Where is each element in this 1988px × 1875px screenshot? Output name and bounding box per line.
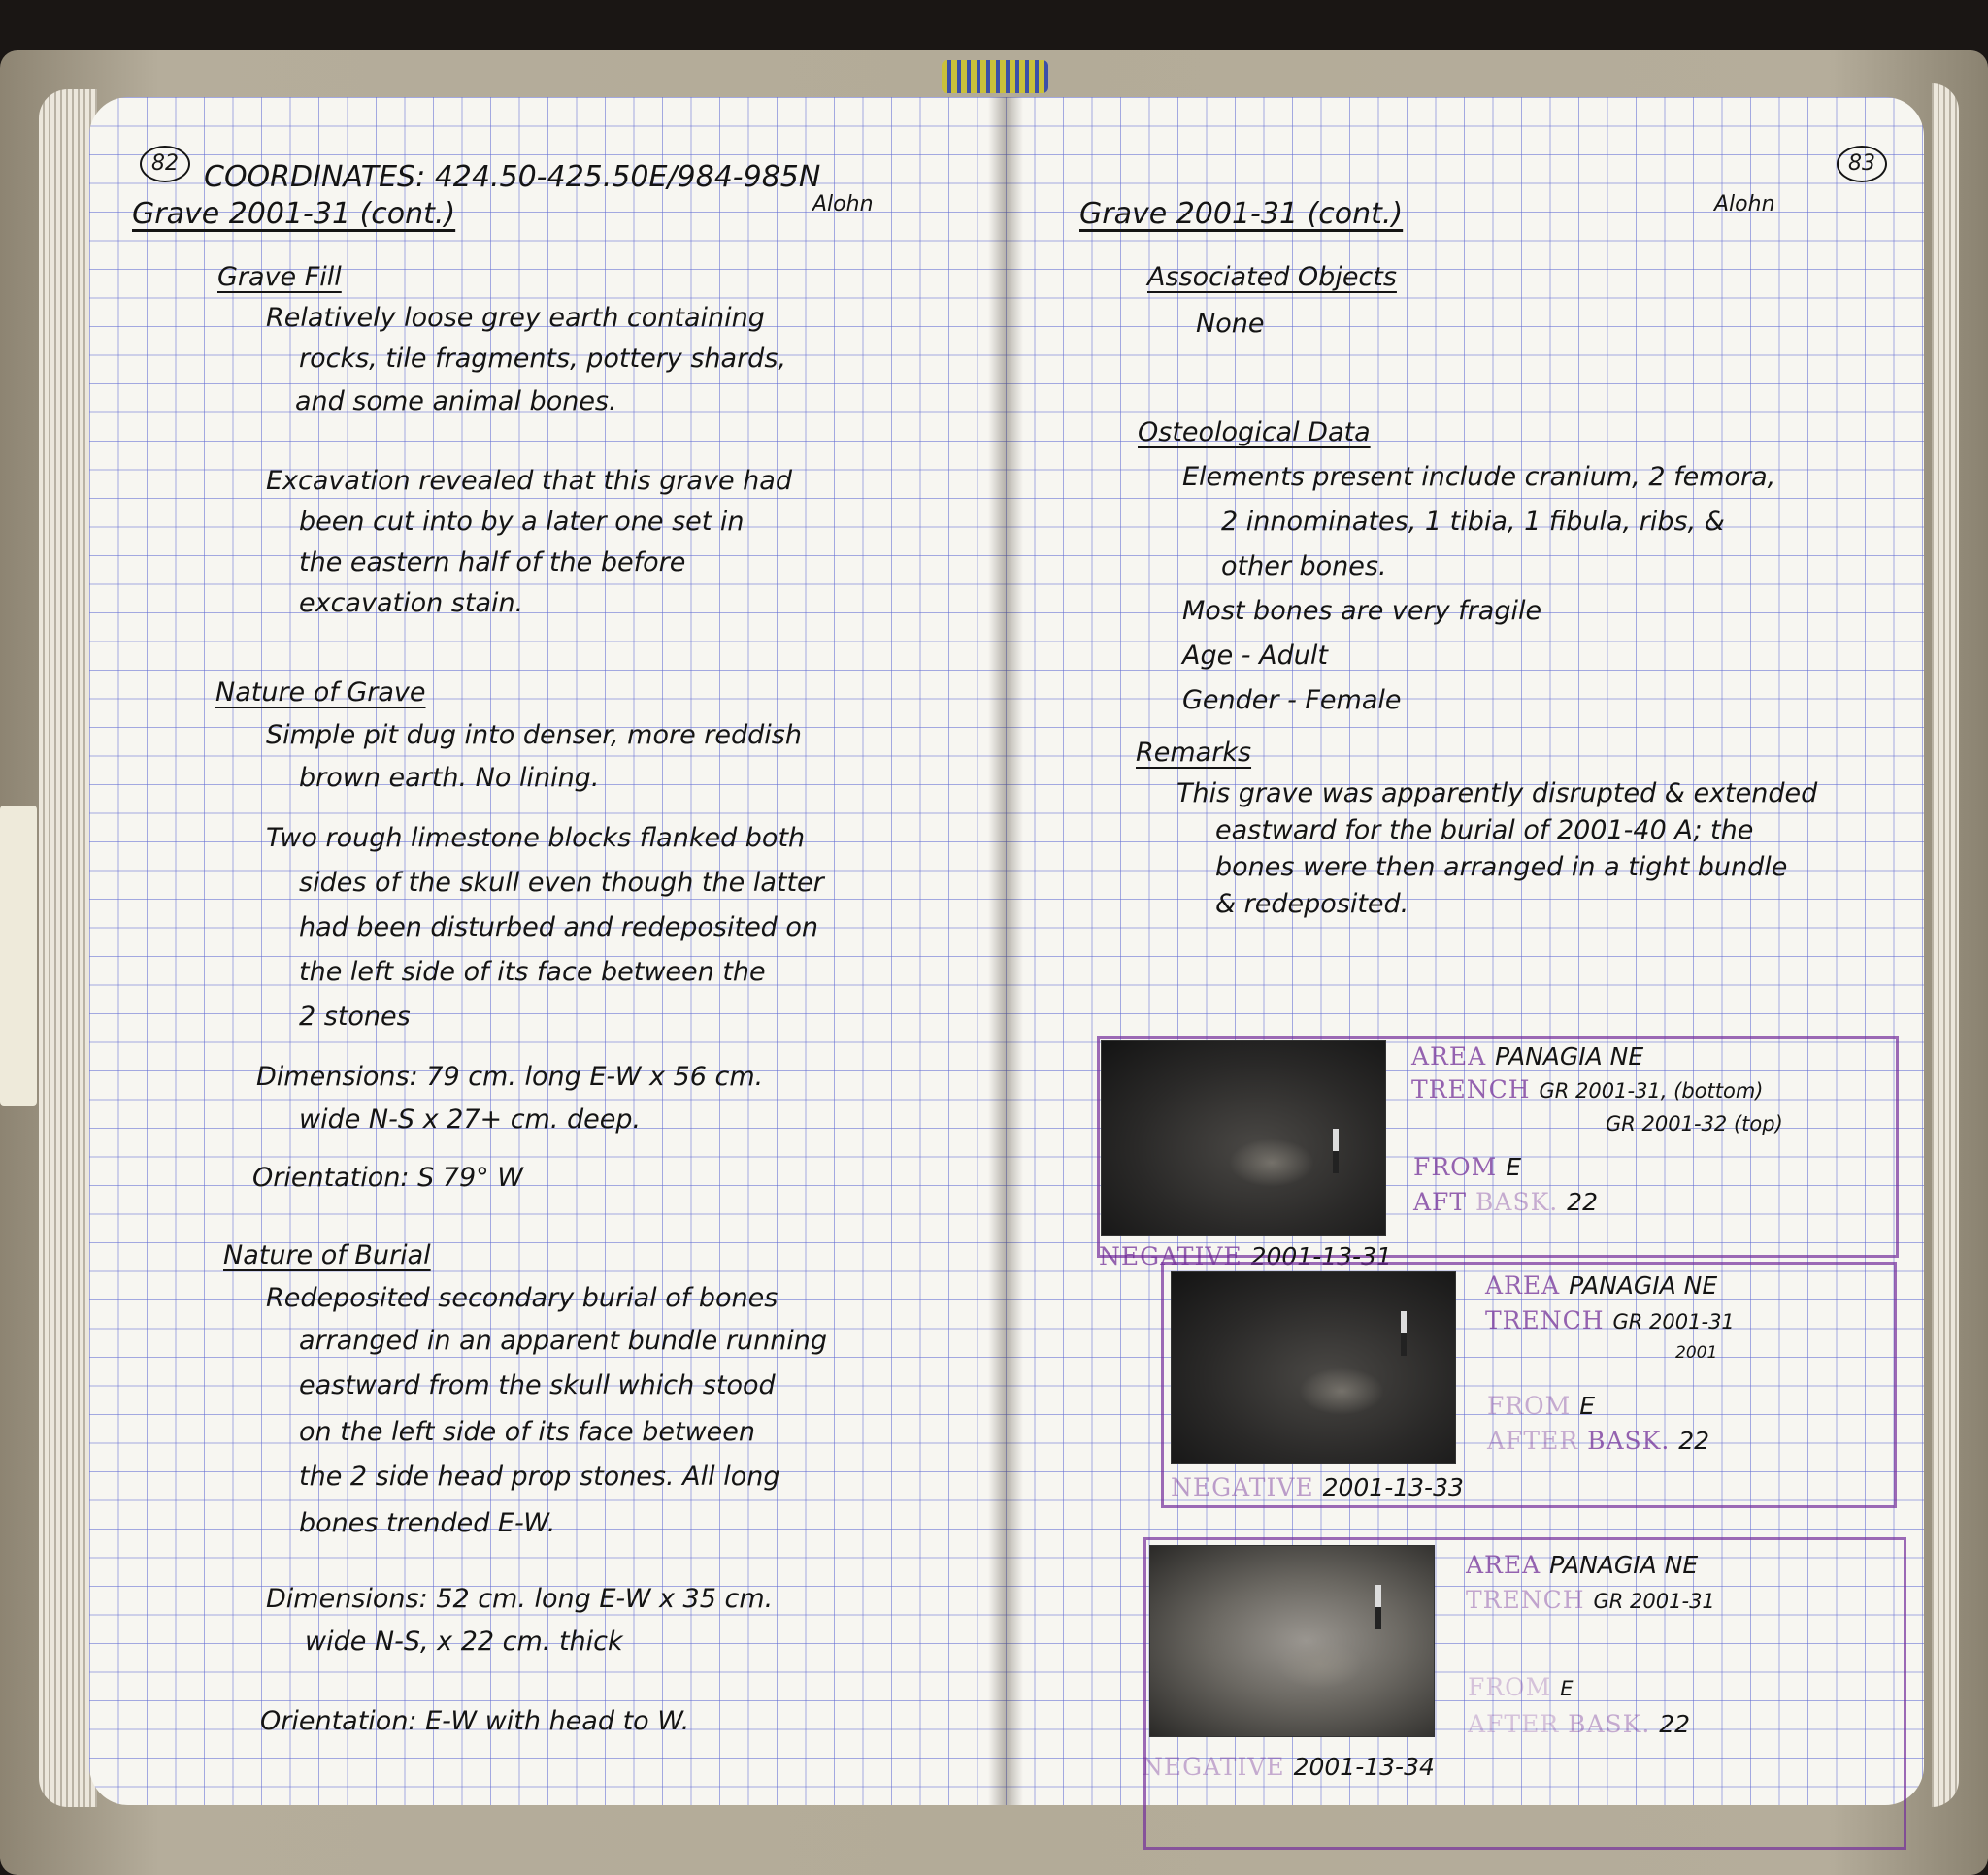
osteological-data-line: other bones. xyxy=(1221,551,1387,581)
remarks-line: This grave was apparently disrupted & extended xyxy=(1176,778,1818,808)
stamp-from: FROM E xyxy=(1487,1392,1596,1420)
grave-fill-heading: Grave Fill xyxy=(217,262,342,292)
photo-scale-bar xyxy=(1375,1585,1381,1629)
right-page-title: Grave 2001-31 (cont.) xyxy=(1079,197,1404,231)
stamp-area: AREA PANAGIA NE xyxy=(1485,1271,1718,1299)
stamp-after: AFTER BASK. 22 xyxy=(1487,1427,1710,1455)
remarks-heading: Remarks xyxy=(1136,738,1252,768)
left-page-author: Alohn xyxy=(812,192,874,216)
nature-of-burial-line: on the left side of its face between xyxy=(299,1417,755,1447)
nature-of-grave-line: the left side of its face between the xyxy=(299,957,766,987)
photo-bones xyxy=(1229,1138,1314,1187)
remarks-line: & redeposited. xyxy=(1215,889,1409,919)
stamp-area: AREA PANAGIA NE xyxy=(1411,1042,1644,1070)
osteological-data-line: Most bones are very fragile xyxy=(1182,596,1542,626)
nature-of-grave-line: Two rough limestone blocks flanked both xyxy=(266,823,806,853)
associated-objects-heading: Associated Objects xyxy=(1147,262,1397,292)
nature-of-grave-heading: Nature of Grave xyxy=(215,677,426,707)
nature-of-grave-line: Dimensions: 79 cm. long E-W x 56 cm. xyxy=(256,1062,764,1092)
nature-of-burial-line: wide N-S, x 22 cm. thick xyxy=(305,1627,623,1657)
nature-of-burial-heading: Nature of Burial xyxy=(223,1240,431,1270)
excavation-photo xyxy=(1101,1040,1386,1236)
excavation-photo xyxy=(1171,1271,1456,1464)
right-page xyxy=(1006,97,1924,1805)
coordinates: COORDINATES: 424.50-425.50E/984-985N xyxy=(204,160,821,194)
nature-of-grave-line: Simple pit dug into denser, more reddish xyxy=(266,720,802,750)
nature-of-burial-line: Orientation: E-W with head to W. xyxy=(260,1706,690,1736)
grave-fill-line: Relatively loose grey earth containing xyxy=(266,303,765,333)
photo-bones xyxy=(1299,1367,1384,1415)
stamp-trench-2: 2001 xyxy=(1675,1343,1718,1363)
remarks-line: eastward for the burial of 2001-40 A; the xyxy=(1215,815,1754,845)
nature-of-grave-line: Orientation: S 79° W xyxy=(252,1163,523,1193)
stamp-from: FROM E xyxy=(1468,1673,1574,1701)
left-page-title: Grave 2001-31 (cont.) xyxy=(132,197,456,231)
stamp-after: AFTER BASK. 22 xyxy=(1468,1710,1691,1738)
left-page-number: 82 xyxy=(140,146,190,182)
grave-fill-line: been cut into by a later one set in xyxy=(299,507,745,537)
grave-fill-line: excavation stain. xyxy=(299,588,524,618)
osteological-data-line: 2 innominates, 1 tibia, 1 fibula, ribs, & xyxy=(1221,507,1725,537)
grave-fill-line: the eastern half of the before xyxy=(299,547,686,577)
nature-of-burial-line: Dimensions: 52 cm. long E-W x 35 cm. xyxy=(266,1584,774,1614)
remarks-line: bones were then arranged in a tight bundle xyxy=(1215,852,1788,882)
grave-fill-line: and some animal bones. xyxy=(295,386,617,416)
left-page xyxy=(89,97,1006,1805)
nature-of-burial-line: bones trended E-W. xyxy=(299,1508,556,1538)
stamp-trench-2: GR 2001-32 (top) xyxy=(1606,1112,1783,1135)
excavation-photo xyxy=(1149,1545,1435,1737)
photo-bones xyxy=(1277,1641,1363,1689)
bookmark-ribbon xyxy=(942,60,1048,93)
associated-objects-line: None xyxy=(1196,309,1265,339)
right-page-number: 83 xyxy=(1837,146,1887,182)
nature-of-burial-line: arranged in an apparent bundle running xyxy=(299,1326,828,1356)
stamp-from: FROM E xyxy=(1413,1153,1522,1181)
stamp-trench: TRENCH GR 2001-31 xyxy=(1466,1586,1715,1614)
right-page-author: Alohn xyxy=(1714,192,1775,216)
nature-of-grave-line: had been disturbed and redeposited on xyxy=(299,912,819,942)
stamp-after: AFT BASK. 22 xyxy=(1413,1188,1598,1216)
osteological-data-heading: Osteological Data xyxy=(1138,417,1371,447)
side-bookmark-tab xyxy=(0,806,37,1106)
osteological-data-line: Age - Adult xyxy=(1182,641,1328,671)
nature-of-grave-line: sides of the skull even though the latter xyxy=(299,868,824,898)
stamp-area: AREA PANAGIA NE xyxy=(1466,1551,1699,1579)
photo-scale-bar xyxy=(1401,1311,1407,1356)
right-page-edges xyxy=(1932,83,1959,1807)
stamp-negative: NEGATIVE 2001-13-33 xyxy=(1171,1473,1464,1501)
nature-of-grave-line: brown earth. No lining. xyxy=(299,763,600,793)
stamp-trench: TRENCH GR 2001-31 xyxy=(1485,1306,1735,1334)
osteological-data-line: Gender - Female xyxy=(1182,685,1402,715)
nature-of-grave-line: wide N-S x 27+ cm. deep. xyxy=(299,1104,642,1135)
nature-of-grave-line: 2 stones xyxy=(299,1002,411,1032)
nature-of-burial-line: the 2 side head prop stones. All long xyxy=(299,1462,780,1492)
stamp-trench: TRENCH GR 2001-31, (bottom) xyxy=(1411,1075,1764,1103)
photo-scale-bar xyxy=(1333,1129,1339,1173)
grave-fill-line: rocks, tile fragments, pottery shards, xyxy=(299,344,786,374)
stamp-negative: NEGATIVE 2001-13-31 xyxy=(1099,1242,1392,1270)
stamp-negative: NEGATIVE 2001-13-34 xyxy=(1142,1753,1435,1781)
left-page-edges xyxy=(39,89,97,1807)
grave-fill-line: Excavation revealed that this grave had xyxy=(266,466,792,496)
osteological-data-line: Elements present include cranium, 2 femora, xyxy=(1182,462,1776,492)
nature-of-burial-line: Redeposited secondary burial of bones xyxy=(266,1283,779,1313)
nature-of-burial-line: eastward from the skull which stood xyxy=(299,1370,776,1400)
notebook-gutter xyxy=(988,97,1023,1805)
